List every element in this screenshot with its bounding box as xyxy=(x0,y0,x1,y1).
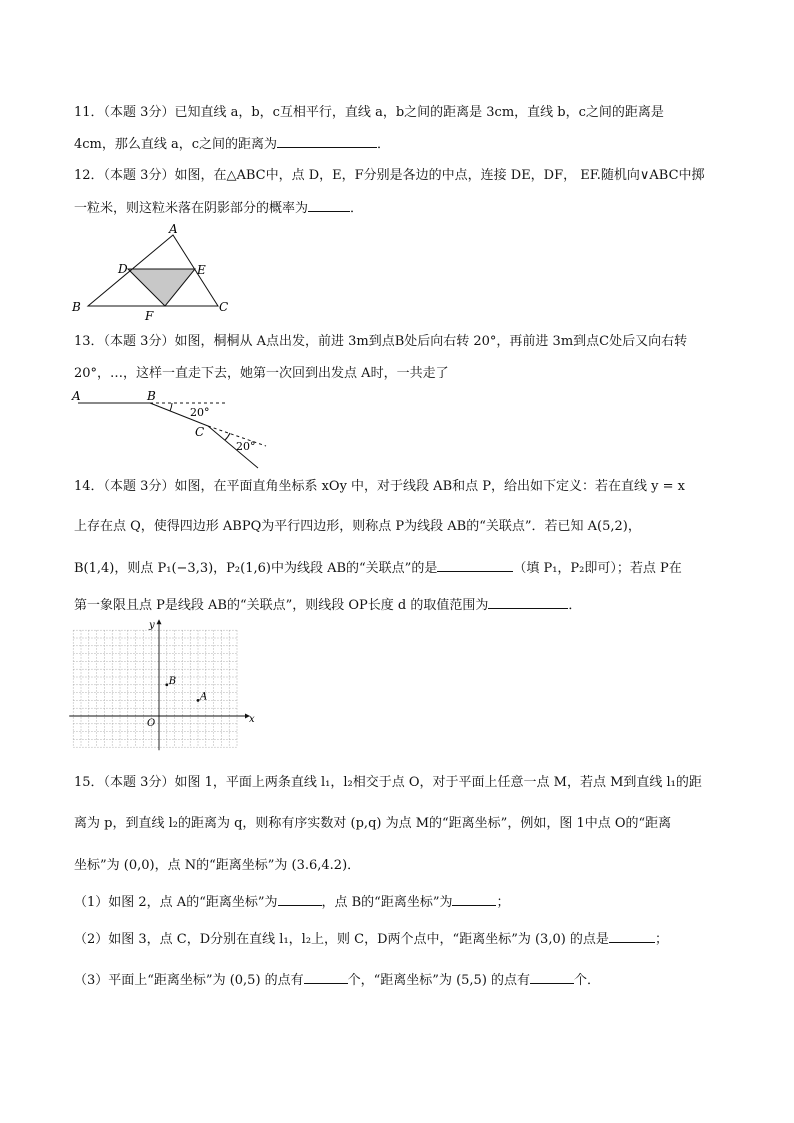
q15-sub2 xyxy=(74,928,668,950)
q15-sub3-end: 个． xyxy=(574,973,601,988)
q13-line2: 20°，…，这样一直走下去，她第一次回到出发点 A时，一共走了 xyxy=(74,366,449,381)
q14-line3-text-b: （填 P₁，P₂即可）；若点 P在 xyxy=(513,561,682,576)
q15-sub3-text: （3）平面上“距离坐标”为 (0,5) 的点有 xyxy=(74,973,304,988)
q15-sub1-text-b: ，点 B的“距离坐标”为 xyxy=(321,895,453,910)
q11-line2-end: ． xyxy=(377,137,391,152)
q14-line2: 上存在点 Q，使得四边形 ABPQ为平行四边形，则称点 P为线段 AB的“关联点”．若已知 A(5,2)， xyxy=(74,519,641,534)
q15-sub3-blank-b[interactable] xyxy=(530,969,574,984)
axis-label-x: x xyxy=(249,714,255,725)
q14-line4-text: 第一象限且点 P是线段 AB的“关联点”，则线段 OP长度 d 的取值范围为 xyxy=(74,598,489,613)
q15-sub2-end: ； xyxy=(654,932,668,947)
q15-sub1-text: （1）如图 2，点 A的“距离坐标”为 xyxy=(74,895,278,910)
q12-line1: 12．（本题 3分）如图，在△ABC中，点 D，E，F分别是各边的中点，连接 DE，DF， EF.随机向∨ABC中掷 xyxy=(74,168,705,183)
q14-answer-blank-2[interactable] xyxy=(488,594,568,609)
q11-line2 xyxy=(74,133,390,155)
q14-coordinate-grid xyxy=(66,622,256,754)
q15-sub1 xyxy=(74,891,510,913)
point-label-A: A xyxy=(200,691,208,703)
q12-line2-text: 一粒米，则这粒米落在阴影部分的概率为 xyxy=(74,201,309,216)
q11-line1: 11．（本题 3分）已知直线 a，b，c互相平行，直线 a，b之间的距离是 3cm，直线 b，c之间的距离是 xyxy=(74,105,664,120)
q14-line3 xyxy=(74,557,682,579)
q15-sub1-end: ； xyxy=(496,895,510,910)
q14-line1: 14．（本题 3分）如图，在平面直角坐标系 xOy 中，对于线段 AB和点 P，给出如下定义：若在直线 y = x xyxy=(74,479,685,494)
q15-line1: 15．（本题 3分）如图 1，平面上两条直线 l₁，l₂相交于点 O，对于平面上任意一点 M，若点 M到直线 l₁的距 xyxy=(74,775,702,790)
q13-label-C: C xyxy=(195,425,205,439)
q13-label-B: B xyxy=(147,389,156,403)
point-B xyxy=(165,683,168,686)
q12-line2 xyxy=(74,197,363,219)
q15-line2: 离为 p，到直线 l₂的距离为 q，则称有序实数对 (p,q) 为点 M的“距离坐标”，例如，图 1中点 O的“距离 xyxy=(74,816,672,831)
q12-answer-blank[interactable] xyxy=(308,197,350,212)
axis-label-y: y xyxy=(149,620,155,632)
q14-line4 xyxy=(74,594,581,616)
point-label-B: B xyxy=(168,675,177,687)
q15-sub1-blank-a[interactable] xyxy=(278,891,322,906)
q15-sub3-blank-a[interactable] xyxy=(304,969,348,984)
q13-line1: 13．（本题 3分）如图，桐桐从 A点出发，前进 3m到点B处后向右转 20°，再前进 3m到点C处后又向右转 xyxy=(74,334,688,349)
q13-angle-2: 20° xyxy=(236,440,256,453)
point-A xyxy=(197,699,200,702)
q12-label-E: E xyxy=(197,263,206,277)
q12-label-D: D xyxy=(118,262,128,276)
q12-triangle-figure xyxy=(68,220,238,325)
q12-label-C: C xyxy=(219,300,229,314)
q14-line4-end: ． xyxy=(568,598,582,613)
q12-label-A: A xyxy=(169,222,178,236)
q15-sub2-blank[interactable] xyxy=(609,928,655,943)
q12-line2-end: ． xyxy=(350,201,364,216)
q15-sub1-blank-b[interactable] xyxy=(452,891,496,906)
y-axis-arrow xyxy=(157,619,162,624)
q11-answer-blank[interactable] xyxy=(277,133,377,148)
q14-line3-text: B(1,4)，则点 P₁(−3,3)，P₂(1,6)中为线段 AB的“关联点”的是 xyxy=(74,561,438,576)
q12-shaded-triangle xyxy=(128,269,195,306)
q13-label-A: A xyxy=(72,389,81,403)
q11-line2-text: 4cm，那么直线 a，c之间的距离为 xyxy=(74,137,278,152)
q15-sub3 xyxy=(74,969,600,991)
q14-answer-blank-1[interactable] xyxy=(437,557,513,572)
q12-label-B: B xyxy=(72,300,81,314)
q15-sub2-text: （2）如图 3，点 C，D分别在直线 l₁，l₂上，则 C，D两个点中，“距离坐标”为 (3,0) 的点是 xyxy=(74,932,609,947)
q12-label-F: F xyxy=(145,309,154,323)
q13-angle-1: 20° xyxy=(190,406,210,419)
q13-path-figure xyxy=(68,388,278,470)
origin-label: O xyxy=(147,718,156,729)
q15-sub3-text-b: 个，“距离坐标”为 (5,5) 的点有 xyxy=(347,973,531,988)
q15-line3: 坐标”为 (0,0)，点 N的“距离坐标”为 (3.6,4.2)． xyxy=(74,858,361,873)
